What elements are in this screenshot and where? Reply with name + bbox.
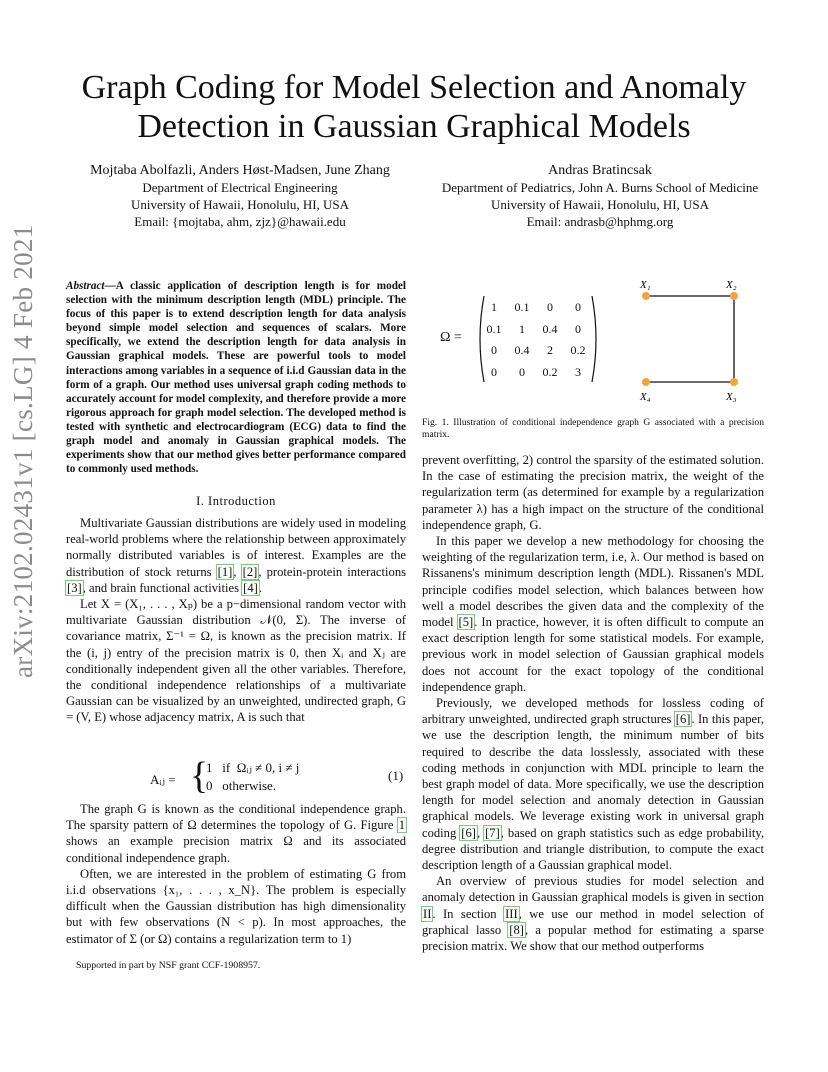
- section-heading: I. Introduction: [196, 494, 276, 508]
- paragraph: Let X = (X₁, . . . , Xₚ) be a p−dimensional random vector with multivariate Gaussian distribution 𝒩(0, Σ). The inverse of covariance matrix, Σ⁻¹ = Ω, is known as the precision matrix. If the (i, j) entry of the precision matrix is 0, then Xᵢ and Xⱼ are conditionally independent given all the other variables. Therefore, the conditional independence relationships of a multivariate Gaussian can be visualized by an unweighted, undirected graph, G = (V, E) whose adjacency matrix, A is such that: [66, 597, 406, 725]
- paragraph: Previously, we developed methods for lossless coding of arbitrary unweighted, undirected graph structures [6]. In this paper, we use the description length, the minimum number of bits required to describe the data losslessly, associated with these coding methods in conjunction with MDL principle to learn the best graph model of data. More specifically, we use the description length for model selection and anomaly detection in Gaussian graphical models. We leverage existing work in universal graph coding [6], [7], based on graph statistics such as edge probability, degree distribution and triangle distribution, to compute the exact description length of a Gaussian graphical model.: [422, 696, 764, 873]
- matrix-cell: 0.2: [570, 343, 586, 357]
- author-names: Mojtaba Abolfazli, Anders Høst-Madsen, June Zhang: [90, 163, 390, 178]
- left-column-upper: [66, 515, 406, 726]
- author-univ: University of Hawaii, Honolulu, HI, USA: [490, 197, 710, 212]
- matrix-cell: 0: [575, 300, 581, 314]
- precision-matrix: [440, 294, 600, 384]
- citation-link[interactable]: [4]: [243, 580, 258, 595]
- matrix-cell: 0.4: [514, 343, 530, 357]
- matrix-cell: 0.4: [542, 321, 558, 336]
- section-link[interactable]: III: [505, 906, 518, 921]
- equation-1: [66, 755, 406, 800]
- figure-link[interactable]: 1: [398, 818, 405, 833]
- graph-node: [730, 378, 738, 386]
- section-link[interactable]: II: [423, 906, 432, 921]
- node-label: X₁: [640, 279, 651, 291]
- citation-link[interactable]: [1]: [217, 564, 233, 579]
- author-block-right: [404, 162, 796, 230]
- graph-node: [642, 292, 650, 300]
- paragraph: An overview of previous studies for model selection and anomaly detection in Gaussian graphical models is given in section II. In section III, we use our method in model selection of graphical lasso [8], a popular method for estimating a sparse precision matrix. We show that our method outperforms: [422, 874, 764, 954]
- paragraph: The graph G is known as the conditional independence graph. The sparsity pattern of Ω determines the topology of G. Figure 1 shows an example precision matrix Ω and its associated conditional independence graph.: [66, 802, 406, 865]
- equation-number: (1): [388, 768, 404, 783]
- equation-brace: {: [190, 755, 209, 797]
- matrix-cell: 0.1: [486, 321, 502, 336]
- matrix-label: Ω =: [440, 330, 462, 345]
- matrix-cell: 1: [519, 321, 525, 336]
- citation-link[interactable]: [6]: [675, 712, 691, 727]
- citation-link[interactable]: [2]: [242, 564, 258, 579]
- author-univ: University of Hawaii, Honolulu, HI, USA: [130, 197, 350, 212]
- citation-link[interactable]: [7]: [485, 825, 500, 840]
- matrix-cell: 0.2: [542, 364, 558, 379]
- author-email: Email: {mojtaba, ahm, zjz}@hawaii.edu: [134, 214, 346, 229]
- title-line-2: Detection in Gaussian Graphical Models: [137, 108, 691, 145]
- citation-link[interactable]: [5]: [458, 615, 474, 630]
- matrix-cell: 0.1: [514, 300, 530, 314]
- figure-caption: Fig. 1. Illustration of conditional independence graph G associated with a precision matrix.: [422, 417, 764, 440]
- equation-case-2: 0 otherwise.: [206, 778, 277, 793]
- footnote: Supported in part by NSF grant CCF-1908957.: [76, 960, 261, 971]
- right-column: [422, 452, 764, 954]
- citation-link[interactable]: [6]: [461, 825, 476, 840]
- node-label: X₃: [726, 391, 737, 403]
- equation-case-1: 1 if Ωᵢⱼ ≠ 0, i ≠ j: [206, 760, 300, 775]
- paper-title: [60, 68, 768, 146]
- matrix-cell: 0: [519, 364, 525, 379]
- conditional-independence-graph: [620, 276, 770, 406]
- title-line-1: Graph Coding for Model Selection and Anomaly: [81, 69, 747, 106]
- equation-lhs: Aᵢⱼ =: [150, 772, 176, 787]
- matrix-cell: 0: [547, 300, 553, 314]
- matrix-cell: 1: [491, 300, 497, 314]
- node-label: X₂: [726, 279, 737, 291]
- citation-link[interactable]: [8]: [509, 922, 524, 937]
- author-names: Andras Bratincsak: [548, 163, 652, 178]
- matrix-cell: 3: [575, 364, 581, 379]
- matrix-cell: 0: [491, 364, 497, 379]
- arxiv-stamp: arXiv:2102.02431v1 [cs.LG] 4 Feb 2021: [8, 224, 38, 678]
- paragraph: In this paper we develop a new methodology for choosing the weighting of the regularization term, i.e, λ. Our method is based on Rissanens's minimum description length (MDL). Rissanen's MDL principle codifies model selection, which balances between how well a model describes the given data and the complexity of the model [5]. In practice, however, it is often difficult to compute an exact description length for some statistical models. For example, previous work in model selection of Gaussian graphical models does not account for the exact topology of the conditional independence graph.: [422, 534, 764, 694]
- abstract: [66, 279, 406, 476]
- abstract-text: —A classic application of description length is for model selection with the minimum description length (MDL) principle. The focus of this paper is to extend description length for data analysis beyond simple model selection and sequences of scalars. More specifically, we extend the description length for data analysis in Gaussian graphical models. These are powerful tools to model interactions among variables in a sequence of i.i.d Gaussian data in the form of a graph. Our method uses universal graph coding methods to accurately account for model complexity, and therefore provide a more rigorous approach for graph model selection. The developed method is tested with synthetic and electrocardiogram (ECG) data to find the graph model and anomaly in Gaussian graphical models. The experiments show that our method gives better performance compared to commonly used methods.: [66, 280, 406, 476]
- matrix-cells: [480, 300, 596, 384]
- graph-node: [730, 292, 738, 300]
- matrix-cell: 0: [491, 343, 497, 357]
- graph-node: [642, 378, 650, 386]
- abstract-label: Abstract: [66, 280, 105, 292]
- paragraph: Multivariate Gaussian distributions are widely used in modeling real-world problems where the relationship between approximately normally distributed variables is of interest. Examples are the distribution of stock returns [1], [2], protein-protein interactions [3], and brain functional activities [4].: [66, 516, 407, 595]
- matrix-cell: 2: [547, 343, 553, 357]
- author-email: Email: andrasb@hphmg.org: [526, 214, 674, 229]
- author-dept: Department of Electrical Engineering: [142, 180, 338, 195]
- matrix-cell: 0: [575, 321, 581, 336]
- paragraph: Often, we are interested in the problem of estimating G from i.i.d observations {x₁, . . . , x_N}. The problem is especially difficult when the Gaussian distribution has high dimensionality but with few observations (N < p). In most approaches, the estimator of Σ (or Ω) contains a regularization term to 1): [66, 866, 406, 946]
- author-block-left: [56, 162, 424, 230]
- citation-link[interactable]: [3]: [67, 580, 82, 595]
- author-dept: Department of Pediatrics, John A. Burns School of Medicine: [441, 180, 759, 195]
- paragraph: prevent overfitting, 2) control the sparsity of the estimated solution. In the case of estimating the precision matrix, the weight of the regularization term (as determined for example by a regularization parameter λ) has a high impact on the structure of the conditional independence graph, G.: [422, 453, 764, 532]
- node-label: X₄: [640, 391, 651, 403]
- left-column-lower: [66, 801, 406, 947]
